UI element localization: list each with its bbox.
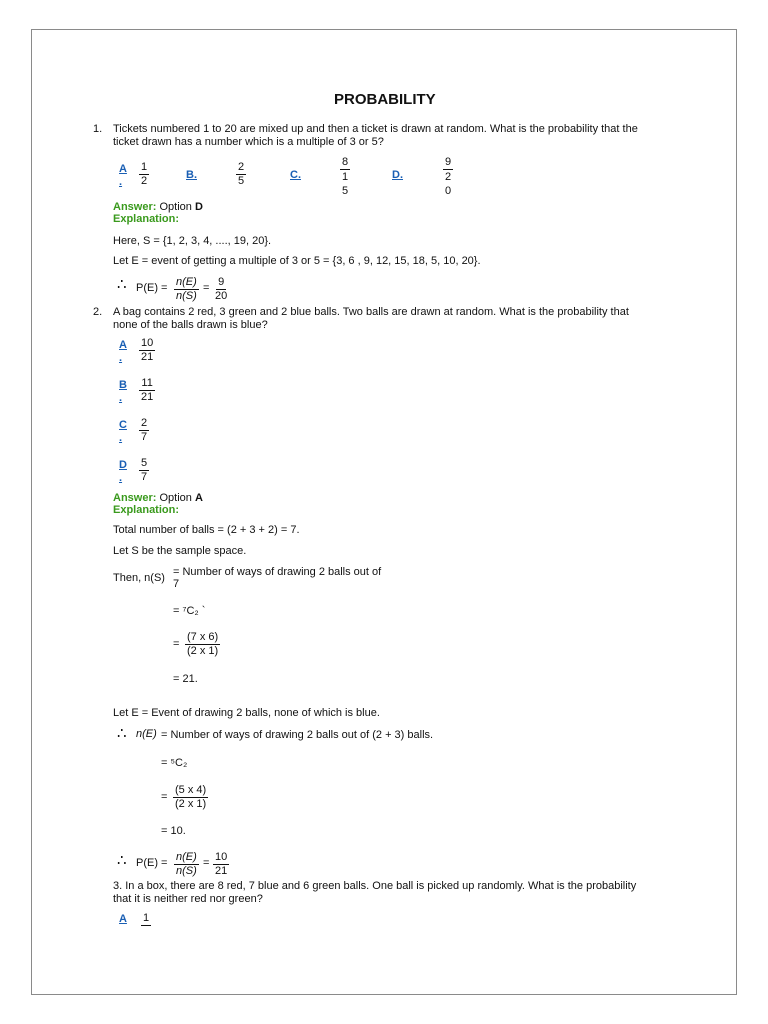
q1-text-line2: ticket drawn has a number which is a multiple of 3 or 5? (113, 136, 384, 148)
q1-explanation-label: Explanation: (113, 213, 180, 225)
q1-option-d-fraction: 9 2 0 (445, 156, 452, 197)
q2-option-d-fraction: $\frac{5}{7}$ (141, 457, 148, 483)
therefore-symbol: ∴ (117, 852, 127, 869)
q1-option-b[interactable]: B. (186, 169, 197, 181)
q2-explanation-label: Explanation: (113, 504, 180, 516)
q1-answer: Answer: Option D (113, 201, 203, 213)
q1-equals: = (203, 282, 210, 294)
q3-text-line2: that it is neither red nor green? (113, 893, 263, 905)
page-title: PROBABILITY (334, 91, 436, 108)
q3-option-a-numerator: 1 (143, 912, 150, 924)
q1-exp-line1: Here, S = {1, 2, 3, 4, ...., 19, 20}. (113, 235, 272, 247)
q3-text-line1: 3. In a box, there are 8 red, 7 blue and 6 green balls. One ball is picked up randomly. What is the probability (113, 880, 637, 892)
q2-let-e: Let E = Event of drawing 2 balls, none of which is blue. (113, 707, 380, 719)
q2-result-fraction: $\frac{10}{21}$ (215, 851, 228, 877)
q2-ne-label: n(E) (136, 728, 157, 740)
q1-text-line1: Tickets numbered 1 to 20 are mixed up and then a ticket is drawn at random. What is the probability that the (113, 123, 638, 135)
q1-option-c[interactable]: C. (290, 169, 301, 181)
q2-ns-line2: 7 (173, 578, 180, 590)
therefore-symbol: ∴ (117, 725, 127, 742)
q2-option-d[interactable]: D . (119, 459, 127, 484)
q2-result-21: = 21. (173, 673, 198, 685)
q2-c5: = ⁵C₂ (161, 757, 188, 769)
q1-number: 1. (93, 123, 103, 135)
q2-exp-line1: Total number of balls = (2 + 3 + 2) = 7. (113, 524, 300, 536)
q2-equals-3: = (203, 857, 210, 869)
q2-option-c[interactable]: C . (119, 419, 127, 444)
q2-result-10: = 10. (161, 825, 186, 837)
q1-ne-ns-fraction: $\frac{n(E)}{n(S)}$ (176, 276, 197, 302)
therefore-symbol: ∴ (117, 276, 127, 293)
q2-then-ns: Then, n(S) (113, 572, 165, 584)
q2-fraction-7x6: $\frac{(7 x 6)}{(2 x 1)}$ (187, 631, 219, 657)
q2-option-c-fraction: $\frac{2}{7}$ (141, 417, 148, 443)
q2-answer: Answer: Option A (113, 492, 203, 504)
q1-option-c-fraction: 8 1 5 (342, 156, 349, 197)
q2-equals-2: = (161, 791, 168, 803)
q1-option-a-fraction: $\frac{1}{2}$ (141, 161, 148, 187)
q2-option-a[interactable]: A . (119, 339, 127, 364)
q2-exp-line2: Let S be the sample space. (113, 545, 247, 557)
q2-ns-line1: = Number of ways of drawing 2 balls out of (173, 566, 382, 578)
q2-option-a-fraction: $\frac{10}{21}$ (141, 337, 154, 363)
q1-option-d[interactable]: D. (392, 169, 403, 181)
q1-option-a[interactable]: A . (119, 163, 127, 188)
q3-option-a[interactable]: A (119, 913, 127, 925)
q2-ne-ns-fraction: $\frac{n(E)}{n(S)}$ (176, 851, 197, 877)
q2-text-line1: A bag contains 2 red, 3 green and 2 blue balls. Two balls are drawn at random. What is the probability that (113, 306, 629, 318)
q2-option-b[interactable]: B . (119, 379, 127, 404)
q2-number: 2. (93, 306, 103, 318)
q1-option-b-fraction: $\frac{2}{5}$ (238, 161, 245, 187)
q1-result-fraction: $\frac{9}{20}$ (215, 276, 228, 302)
q2-c7: = ⁷C₂ ` (173, 605, 206, 617)
q2-text-line2: none of the balls drawn is blue? (113, 319, 268, 331)
q2-ne-line: = Number of ways of drawing 2 balls out of (2 + 3) balls. (161, 729, 434, 741)
q2-fraction-5x4: $\frac{(5 x 4)}{(2 x 1)}$ (175, 784, 207, 810)
q1-pe-label: P(E) = (136, 282, 168, 294)
q2-pe-label: P(E) = (136, 857, 168, 869)
q2-equals-1: = (173, 638, 180, 650)
q2-option-b-fraction: $\frac{11}{21}$ (141, 377, 154, 403)
q1-exp-line2: Let E = event of getting a multiple of 3 or 5 = {3, 6 , 9, 12, 15, 18, 5, 10, 20}. (113, 255, 481, 267)
